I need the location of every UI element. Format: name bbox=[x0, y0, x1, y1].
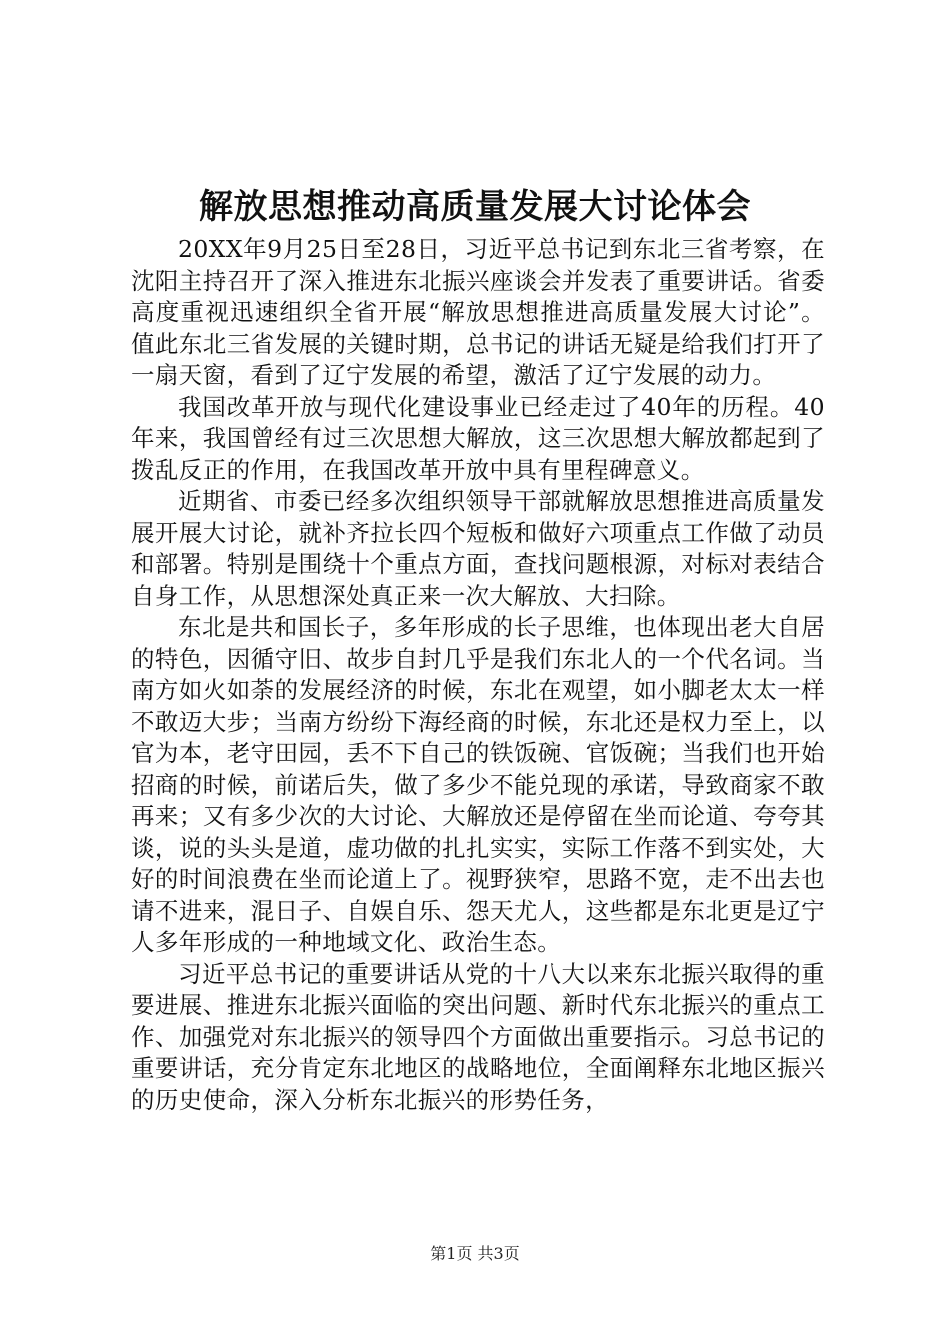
paragraph: 20XX年9月25日至28日，习近平总书记到东北三省考察，在沈阳主持召开了深入推进东北振兴座谈会并发表了重要讲话。省委高度重视迅速组织全省开展“解放思想推进高质量发展大讨论”。值此东北三省发展的关键时期，总书记的讲话无疑是给我们打开了一扇天窗，看到了辽宁发展的希望，激活了辽宁发展的动力。 bbox=[131, 235, 825, 389]
document-body bbox=[131, 234, 825, 1116]
paragraph: 我国改革开放与现代化建设事业已经走过了40年的历程。40年来，我国曾经有过三次思想大解放，这三次思想大解放都起到了拨乱反正的作用，在我国改革开放中具有里程碑意义。 bbox=[131, 392, 825, 484]
document-title: 解放思想推动高质量发展大讨论体会 bbox=[199, 187, 751, 227]
paragraph: 习近平总书记的重要讲话从党的十八大以来东北振兴取得的重要进展、推进东北振兴面临的突出问题、新时代东北振兴的重点工作、加强党对东北振兴的领导四个方面做出重要指示。习总书记的重要讲话，充分肯定东北地区的战略地位，全面阐释东北地区振兴的历史使命，深入分析东北振兴的形势任务， bbox=[131, 959, 825, 1114]
page-footer: 第1页 共3页 bbox=[430, 1244, 520, 1263]
paragraph: 东北是共和国长子，多年形成的长子思维，也体现出老大自居的特色，因循守旧、故步自封几乎是我们东北人的一个代名词。当南方如火如荼的发展经济的时候，东北在观望，如小脚老太太一样不敢迈大步；当南方纷纷下海经商的时候，东北还是权力至上，以官为本，老守田园，丢不下自己的铁饭碗、官饭碗；当我们也开始招商的时候，前诺后失，做了多少不能兑现的承诺，导致商家不敢再来；又有多少次的大讨论、大解放还是停留在坐而论道、夸夸其谈，说的头头是道，虚功做的扎扎实实，实际工作落不到实处，大好的时间浪费在坐而论道上了。视野狭窄，思路不宽，走不出去也请不进来，混日子、自娱自乐、怨天尤人，这些都是东北更是辽宁人多年形成的一种地域文化、政治生态。 bbox=[131, 613, 825, 956]
paragraph: 近期省、市委已经多次组织领导干部就解放思想推进高质量发展开展大讨论，就补齐拉长四个短板和做好六项重点工作做了动员和部署。特别是围绕十个重点方面，查找问题根源，对标对表结合自身工作，从思想深处真正来一次大解放、大扫除。 bbox=[131, 487, 825, 610]
